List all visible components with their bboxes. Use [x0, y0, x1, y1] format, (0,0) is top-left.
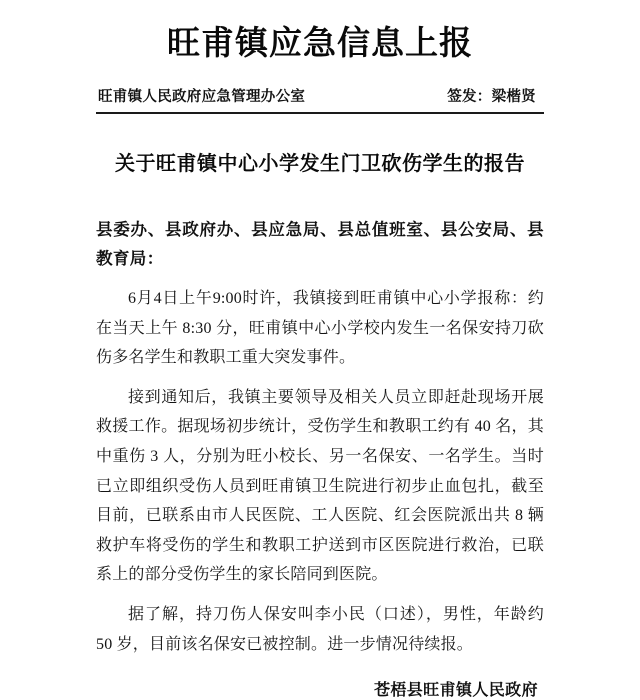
body-paragraph-2: 接到通知后，我镇主要领导及相关人员立即赶赴现场开展救援工作。据现场初步统计，受伤学生和教职工约有 40 名，其中重伤 3 人，分别为旺小校长、另一名保安、一名学生。当时已立即组织受伤人员到旺甫镇卫生院进行初步止血包扎，截至目前，已联系由市人民医院、工人医院、红会医院派出共 8 辆救护车将受伤的学生和教职工护送到市区医院进行救治，已联系上的部分受伤学生的家长陪同到医院。	[96, 388, 544, 584]
signature-line: 苍梧县旺甫镇人民政府	[373, 682, 538, 700]
issuing-office: 旺甫镇人民政府应急管理办公室	[98, 89, 306, 106]
report-title: 关于旺甫镇中心小学发生门卫砍伤学生的报告	[115, 153, 525, 176]
recipients-line: 县委办、县政府办、县应急局、县总值班室、县公安局、县教育局：	[96, 220, 544, 269]
body-paragraph-1: 6月4日上午9:00时许，我镇接到旺甫镇中心小学报称：约在当天上午 8:30 分，旺甫镇中心小学校内发生一名保安持刀砍伤多名学生和教职工重大突发事件。	[96, 290, 544, 367]
document-title: 旺甫镇应急信息上报	[167, 23, 473, 62]
body-paragraph-3: 据了解，持刀伤人保安叫李小民（口述），男性，年龄约 50 岁，目前该名保安已被控制。进一步情况待续报。	[96, 605, 544, 653]
signer-label: 签发：梁楷贤	[447, 89, 536, 106]
document-meta-row	[96, 85, 544, 112]
header-divider	[96, 112, 544, 114]
